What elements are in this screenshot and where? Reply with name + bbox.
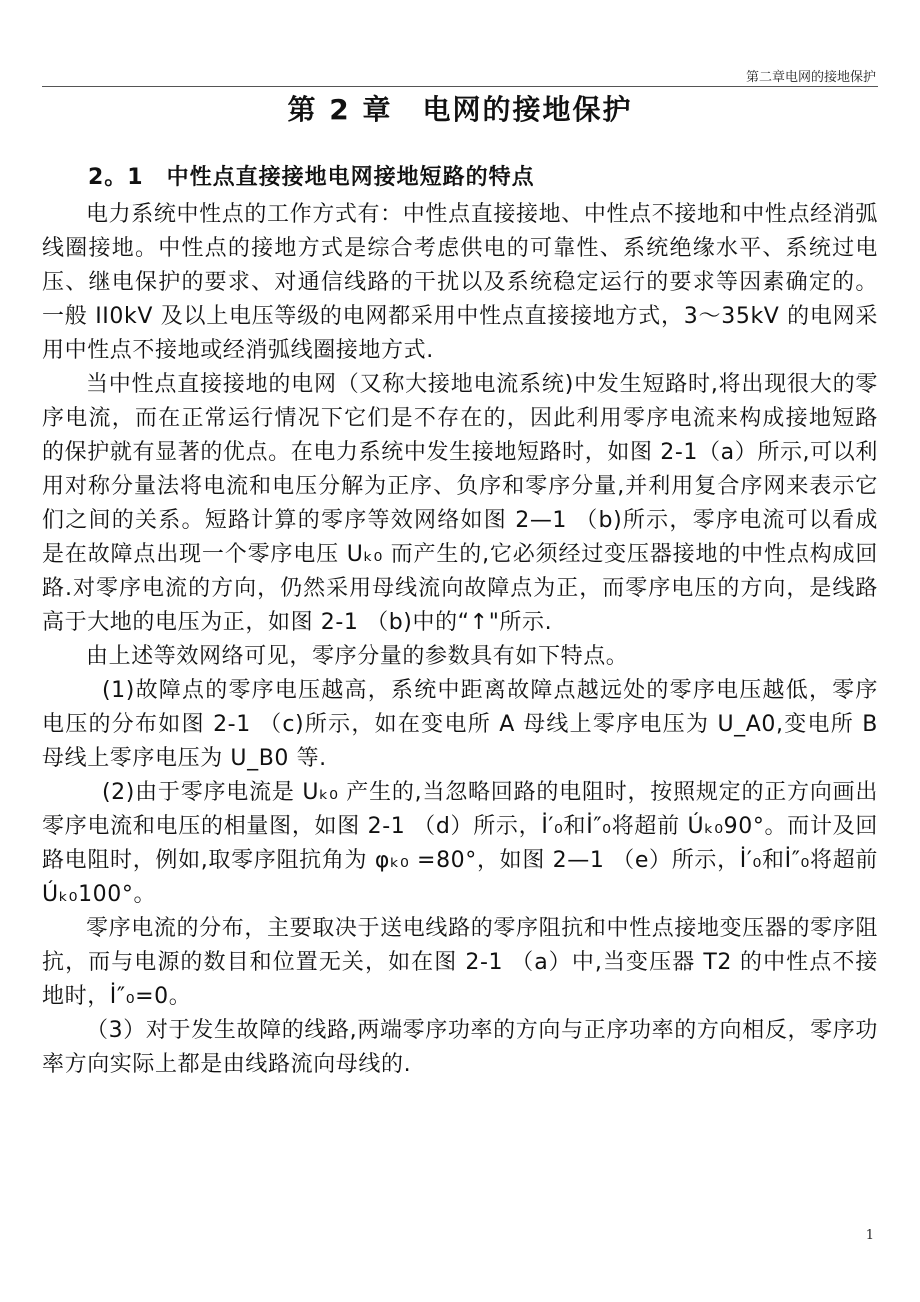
section-title: 2。1 中性点直接接地电网接地短路的特点: [88, 165, 535, 190]
list-item: (2)由于零序电流是 Uₖ₀ 产生的,当忽略回路的电阻时，按照规定的正方向画出零序电流和电压的相量图，如图 2-1 （d）所示，İ′₀和İ″₀将超前 Úₖ₀90°。而计及回路电阻时，例如,取零序阻抗角为 φₖ₀ =80°，如图 2—1 （e）所示，İ′₀和İ″₀将超前 Úₖ₀100°。: [42, 780, 878, 907]
body-text: [42, 198, 878, 1082]
list-item: (1)故障点的零序电压越高，系统中距离故障点越远处的零序电压越低，零序电压的分布如图 2-1 （c)所示，如在变电所 A 母线上零序电压为 U_A0,变电所 B 母线上零序电压为 U_B0 等.: [42, 678, 878, 771]
page-number: 1: [865, 1228, 874, 1243]
paragraph: 当中性点直接接地的电网（又称大接地电流系统)中发生短路时,将出现很大的零序电流，而在正常运行情况下它们是不存在的，因此利用零序电流来构成接地短路的保护就有显著的优点。在电力系统中发生接地短路时，如图 2-1（a）所示,可以利用对称分量法将电流和电压分解为正序、负序和零序分量,并利用复合序网来表示它们之间的关系。短路计算的零序等效网络如图 2—1 （b)所示，零序电流可以看成是在故障点出现一个零序电压 Uₖ₀ 而产生的,它必须经过变压器接地的中性点构成回路.对零序电流的方向，仍然采用母线流向故障点为正，而零序电压的方向，是线路高于大地的电压为正，如图 2-1 （b)中的“↑"所示.: [42, 372, 878, 635]
header-divider: [42, 86, 878, 87]
running-header: 第二章电网的接地保护: [745, 70, 876, 85]
chapter-title: 第 2 章 电网的接地保护: [287, 93, 633, 126]
paragraph: 电力系统中性点的工作方式有：中性点直接接地、中性点不接地和中性点经消弧线圈接地。中性点的接地方式是综合考虑供电的可靠性、系统绝缘水平、系统过电压、继电保护的要求、对通信线路的干扰以及系统稳定运行的要求等因素确定的。一般 II0kV 及以上电压等级的电网都采用中性点直接接地方式，3～35kV 的电网采用中性点不接地或经消弧线圈接地方式.: [42, 202, 878, 363]
list-item: （3）对于发生故障的线路,两端零序功率的方向与正序功率的方向相反，零序功率方向实际上都是由线路流向母线的.: [42, 1018, 878, 1077]
paragraph: 由上述等效网络可见，零序分量的参数具有如下特点。: [86, 644, 629, 669]
paragraph: 零序电流的分布，主要取决于送电线路的零序阻抗和中性点接地变压器的零序阻抗，而与电源的数目和位置无关，如在图 2-1 （a）中,当变压器 T2 的中性点不接地时，İ″₀=0。: [42, 916, 878, 1009]
